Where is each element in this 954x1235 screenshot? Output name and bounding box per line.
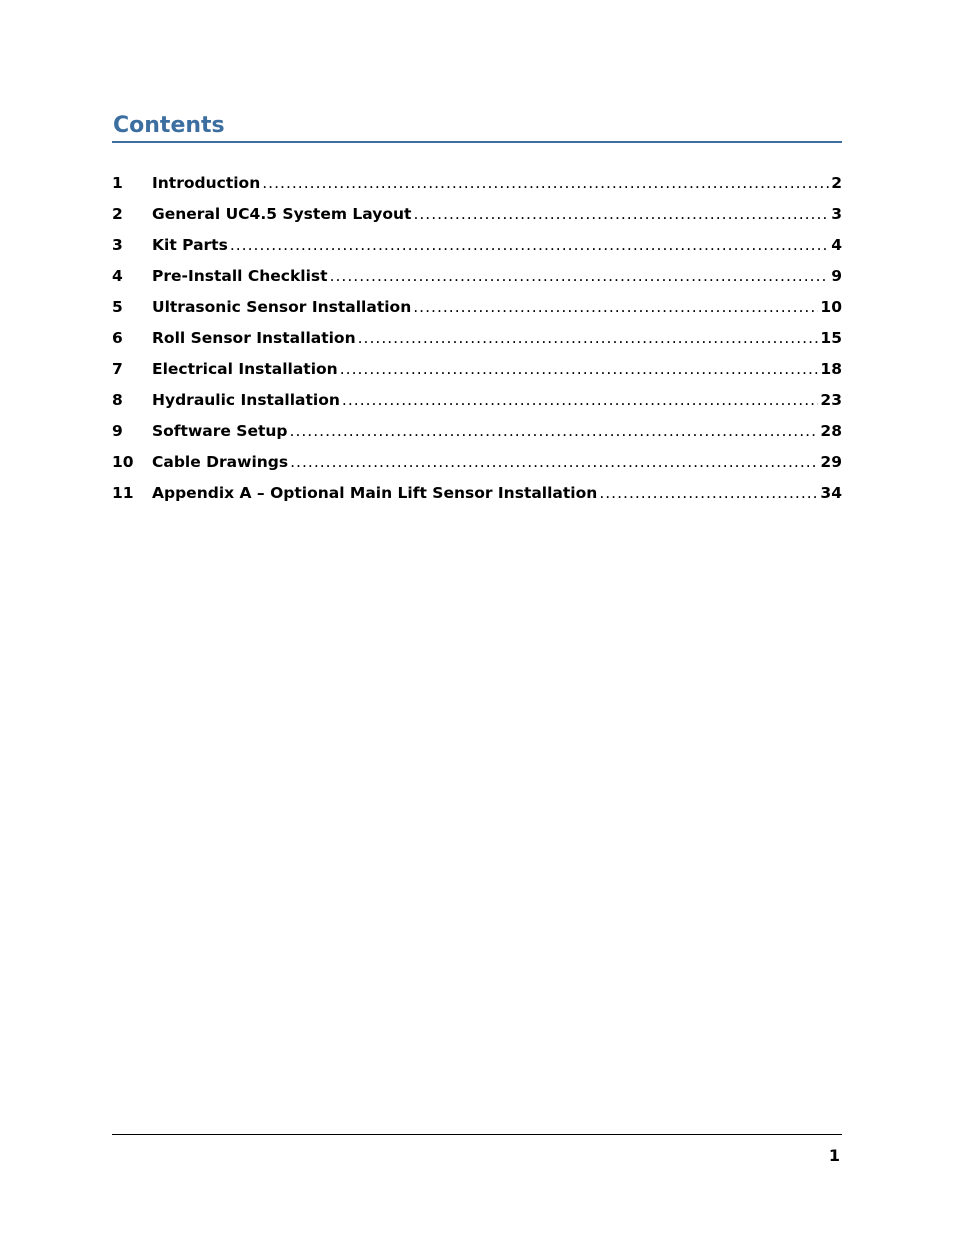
page-title: Contents: [113, 113, 225, 138]
toc-entry-page: 34: [820, 483, 842, 502]
toc-dot-leader: [262, 169, 829, 197]
toc-entry-number: 3: [112, 235, 123, 254]
toc-entry-6[interactable]: [112, 322, 842, 353]
toc-dot-leader: [290, 417, 819, 445]
toc-entry-page: 9: [831, 266, 842, 285]
footer-divider: [112, 1134, 842, 1135]
toc-entry-2[interactable]: [112, 198, 842, 229]
toc-entry-title: Ultrasonic Sensor Installation: [152, 297, 412, 316]
toc-entry-number: 9: [112, 421, 123, 440]
toc-entry-number: 11: [112, 483, 134, 502]
toc-entry-page: 28: [820, 421, 842, 440]
toc-entry-page: 10: [820, 297, 842, 316]
toc-entry-1[interactable]: [112, 167, 842, 198]
toc-dot-leader: [358, 324, 819, 352]
contents-heading-block: [112, 111, 842, 143]
table-of-contents: [112, 167, 842, 508]
toc-entry-title: Appendix A – Optional Main Lift Sensor Installation: [152, 483, 598, 502]
toc-entry-10[interactable]: [112, 446, 842, 477]
toc-entry-page: 23: [820, 390, 842, 409]
toc-dot-leader: [413, 293, 818, 321]
toc-entry-title: Cable Drawings: [152, 452, 289, 471]
toc-entry-11[interactable]: [112, 477, 842, 508]
toc-dot-leader: [413, 200, 829, 228]
toc-dot-leader: [230, 231, 829, 259]
toc-entry-title: Pre-Install Checklist: [152, 266, 328, 285]
toc-entry-number: 5: [112, 297, 123, 316]
toc-entry-title: Software Setup: [152, 421, 288, 440]
toc-entry-9[interactable]: [112, 415, 842, 446]
toc-entry-number: 1: [112, 173, 123, 192]
toc-entry-3[interactable]: [112, 229, 842, 260]
toc-dot-leader: [290, 448, 818, 476]
page-number: 1: [828, 1146, 840, 1165]
toc-entry-page: 3: [831, 204, 842, 223]
toc-entry-title: Introduction: [152, 173, 261, 192]
toc-dot-leader: [330, 262, 830, 290]
toc-entry-page: 2: [831, 173, 842, 192]
toc-dot-leader: [342, 386, 819, 414]
toc-entry-title: Electrical Installation: [152, 359, 338, 378]
toc-entry-page: 18: [820, 359, 842, 378]
toc-entry-number: 8: [112, 390, 123, 409]
toc-entry-4[interactable]: [112, 260, 842, 291]
toc-entry-page: 4: [831, 235, 842, 254]
toc-entry-number: 10: [112, 452, 134, 471]
toc-entry-title: General UC4.5 System Layout: [152, 204, 412, 223]
toc-entry-number: 4: [112, 266, 123, 285]
toc-entry-5[interactable]: [112, 291, 842, 322]
toc-entry-number: 6: [112, 328, 123, 347]
toc-dot-leader: [340, 355, 819, 383]
toc-dot-leader: [599, 479, 818, 507]
toc-entry-number: 7: [112, 359, 123, 378]
toc-entry-title: Hydraulic Installation: [152, 390, 340, 409]
toc-entry-number: 2: [112, 204, 123, 223]
toc-entry-page: 15: [820, 328, 842, 347]
toc-entry-title: Kit Parts: [152, 235, 228, 254]
toc-entry-8[interactable]: [112, 384, 842, 415]
toc-entry-7[interactable]: [112, 353, 842, 384]
toc-entry-page: 29: [820, 452, 842, 471]
toc-entry-title: Roll Sensor Installation: [152, 328, 356, 347]
